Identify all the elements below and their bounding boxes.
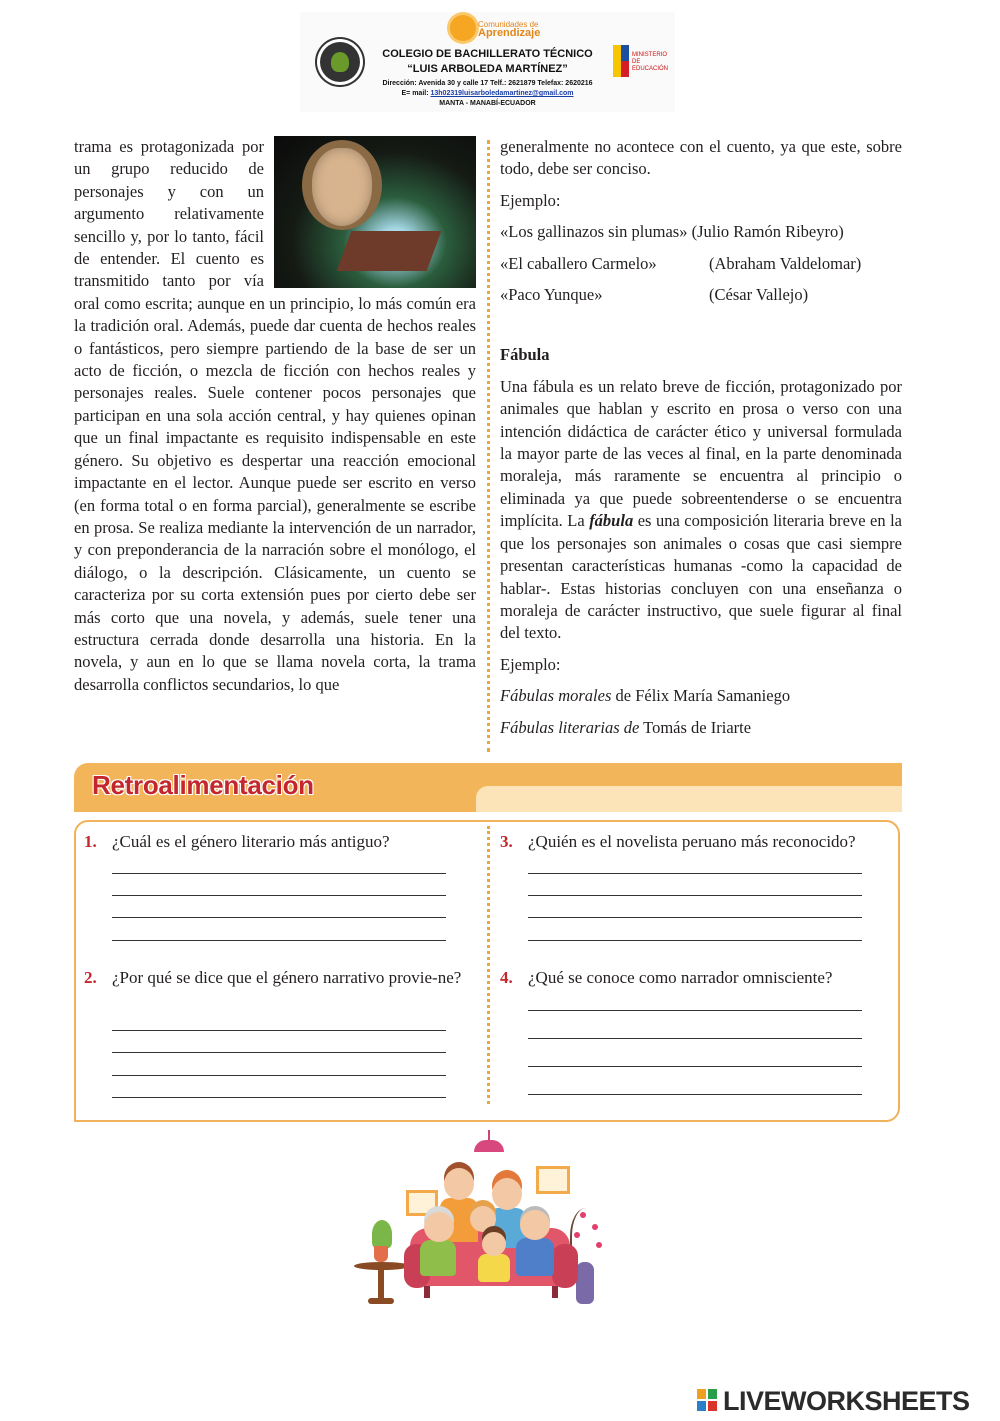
question-number: 4.	[500, 968, 513, 987]
side-table-leg	[378, 1268, 384, 1302]
answer-line[interactable]	[528, 895, 862, 896]
right-column	[500, 136, 902, 739]
ministry-flag-icon	[613, 45, 629, 77]
email-label: E= mail:	[401, 90, 429, 97]
school-email	[320, 90, 655, 97]
answer-line[interactable]	[528, 917, 862, 918]
answer-line[interactable]	[528, 1010, 862, 1011]
example-author: (César Vallejo)	[709, 285, 809, 305]
example-author: (Abraham Valdelomar)	[709, 253, 862, 273]
fabula-example-2	[500, 717, 902, 739]
learning-communities-label	[478, 20, 540, 38]
column-divider	[487, 140, 490, 752]
school-name-line-1: COLEGIO DE BACHILLERATO TÉCNICO	[382, 48, 593, 60]
example-title: «El caballero Carmelo»	[500, 253, 657, 273]
liveworksheets-logo-icon	[697, 1389, 719, 1413]
heart-frame-icon	[536, 1166, 570, 1194]
left-column	[74, 136, 476, 696]
answer-line[interactable]	[112, 1052, 446, 1053]
sofa-leg	[552, 1286, 558, 1298]
sofa-leg	[424, 1286, 430, 1298]
girl-face	[312, 148, 372, 226]
org-line-1: Comunidades de	[478, 20, 539, 29]
grandmother-body	[420, 1240, 456, 1276]
school-address: Dirección: Avenida 30 y calle 17 Telf.: 2621879 Telefax: 2620216	[382, 80, 593, 87]
email-link[interactable]: 13h02319luisarboledamartinez@gmail.com	[430, 90, 574, 97]
answer-line[interactable]	[112, 873, 446, 874]
answer-line[interactable]	[528, 1066, 862, 1067]
example-item	[500, 253, 902, 275]
example-label: Ejemplo:	[500, 190, 561, 210]
girl-head	[482, 1232, 506, 1256]
learning-communities-logo-icon	[450, 15, 476, 41]
school-location: MANTA - MANABÍ-ECUADOR	[439, 100, 536, 107]
example-title: «Los gallinazos sin plumas»	[500, 222, 688, 242]
questions-divider	[487, 826, 490, 1104]
feedback-title: Retroalimentación	[92, 770, 314, 800]
cuento-paragraph: trama es protagonizada por un grupo reducido de personajes y con un argumento relativamente sencillo y, por lo tanto, fácil de entender. El cuento es transmitido tanto por vía oral como escrita; aunque en un principio, lo más común era la tradición oral. Además, puede dar cuenta de hechos reales o fantásticos, pero siempre partiendo de la base de ser un acto de ficción, o mezcla de ficción con hechos reales y personajes reales. Suele contener pocos personajes que participan en una sola acción central, y hay quienes opinan que un final impactante es requisito indispensable en este género. Su objetivo es despertar una reacción emocional impactante en el lector. Aunque puede ser escrito en verso (en forma total o en forma parcial), generalmente se escribe en prosa. Se realiza mediante la intervención de un narrador, y con preponderancia de la narración sobre el monólogo, el diálogo, o la descripción. Clásicamente, un cuento se caracteriza por su corta extensión pues por cierto debe ser más corto que una novela, y además, suele tener una estructura cerrada donde desarrolla una historia. En la novela, y aun en lo que se llama novela corta, la trama desarrolla conflictos secundarios, lo que	[74, 137, 476, 694]
example-item	[500, 284, 902, 306]
answer-line[interactable]	[528, 1094, 862, 1095]
answer-line[interactable]	[112, 1075, 446, 1076]
grandfather-head	[520, 1210, 550, 1240]
answer-line[interactable]	[112, 940, 446, 941]
side-table-base	[368, 1298, 394, 1304]
fabula-example-title: Fábulas morales	[500, 686, 612, 706]
fabula-emphasis: fábula	[589, 511, 634, 531]
fabula-example-author: de Félix María Samaniego	[611, 686, 791, 706]
answer-line[interactable]	[528, 940, 862, 941]
answer-line[interactable]	[112, 895, 446, 896]
cuento-conclusion: generalmente no acontece con el cuento, ya que este, sobre todo, debe ser conciso.	[500, 137, 902, 179]
question-text: ¿Quién es el novelista peruano más reconocido?	[528, 832, 856, 851]
fabula-example-label: Ejemplo:	[500, 654, 561, 674]
blossom-icon	[580, 1212, 586, 1218]
fabula-intro-word: La	[567, 511, 585, 531]
answer-line[interactable]	[112, 917, 446, 918]
question-4	[500, 967, 900, 997]
potted-plant-icon	[372, 1220, 392, 1248]
vase-icon	[576, 1262, 594, 1304]
blossom-icon	[596, 1242, 602, 1248]
question-text: ¿Por qué se dice que el género narrativo provie-ne?	[112, 968, 462, 987]
fabula-heading: Fábula	[500, 345, 550, 365]
answer-line[interactable]	[528, 873, 862, 874]
fabula-example-title: Fábulas literarias de	[500, 717, 640, 737]
example-author: (Julio Ramón Ribeyro)	[691, 222, 844, 242]
feedback-banner-accent	[476, 786, 902, 812]
ministry-label: MINISTERIO DE EDUCACIÓN	[632, 52, 669, 72]
answer-line[interactable]	[112, 1097, 446, 1098]
school-name-line-2: “LUIS ARBOLEDA MARTÍNEZ”	[407, 63, 568, 75]
question-text: ¿Cuál es el género literario más antiguo?	[112, 832, 390, 851]
ceiling-lamp-icon	[474, 1140, 504, 1152]
question-number: 3.	[500, 832, 513, 851]
example-item	[500, 221, 902, 243]
fabula-example-1	[500, 685, 902, 707]
question-text: ¿Qué se conoce como narrador omnisciente?	[528, 968, 833, 987]
lamp-cord	[488, 1130, 490, 1140]
org-line-2: Aprendizaje	[478, 27, 541, 39]
mother-head	[492, 1178, 522, 1210]
question-number: 2.	[84, 968, 97, 987]
answer-line[interactable]	[528, 1038, 862, 1039]
girl-body	[478, 1254, 510, 1282]
liveworksheets-brand[interactable]: LIVEWORKSHEETS	[723, 1386, 970, 1416]
plant-pot	[374, 1246, 388, 1262]
magic-book	[337, 231, 442, 271]
question-1	[84, 831, 484, 861]
question-2	[84, 967, 484, 1013]
blossom-icon	[574, 1232, 580, 1238]
girl-with-magic-book-image	[274, 136, 476, 288]
father-head	[444, 1168, 474, 1200]
fabula-description: es una composición literaria breve en la que los personajes son animales o cosas que casi siempre presentan características humanas -como la capacidad de hablar-. Estas historias concluyen con una enseñanza o moraleja de carácter instructivo, que suele figurar al final del texto.	[500, 511, 903, 643]
fabula-definition: Una fábula es un relato breve de ficción, protagonizado por animales que hablan y escrito en prosa o verso con una intención didáctica de carácter ético y universal formulada la mayor parte de las veces al final, en la parte denominada moraleja, más raramente se encuentra al principio o eliminada ya que puede sobreentenderse o se encuentra implícita.	[500, 376, 902, 531]
grandfather-body	[516, 1238, 554, 1276]
sofa-arm-right	[552, 1244, 578, 1288]
fabula-example-author: Tomás de Iriarte	[639, 717, 752, 737]
grandmother-head	[424, 1212, 454, 1242]
fabula-paragraph	[500, 376, 902, 645]
blossom-icon	[592, 1224, 598, 1230]
question-3	[500, 831, 900, 861]
example-title: «Paco Yunque»	[500, 285, 603, 305]
boy-head	[470, 1206, 496, 1232]
question-number: 1.	[84, 832, 97, 851]
answer-line[interactable]	[112, 1030, 446, 1031]
